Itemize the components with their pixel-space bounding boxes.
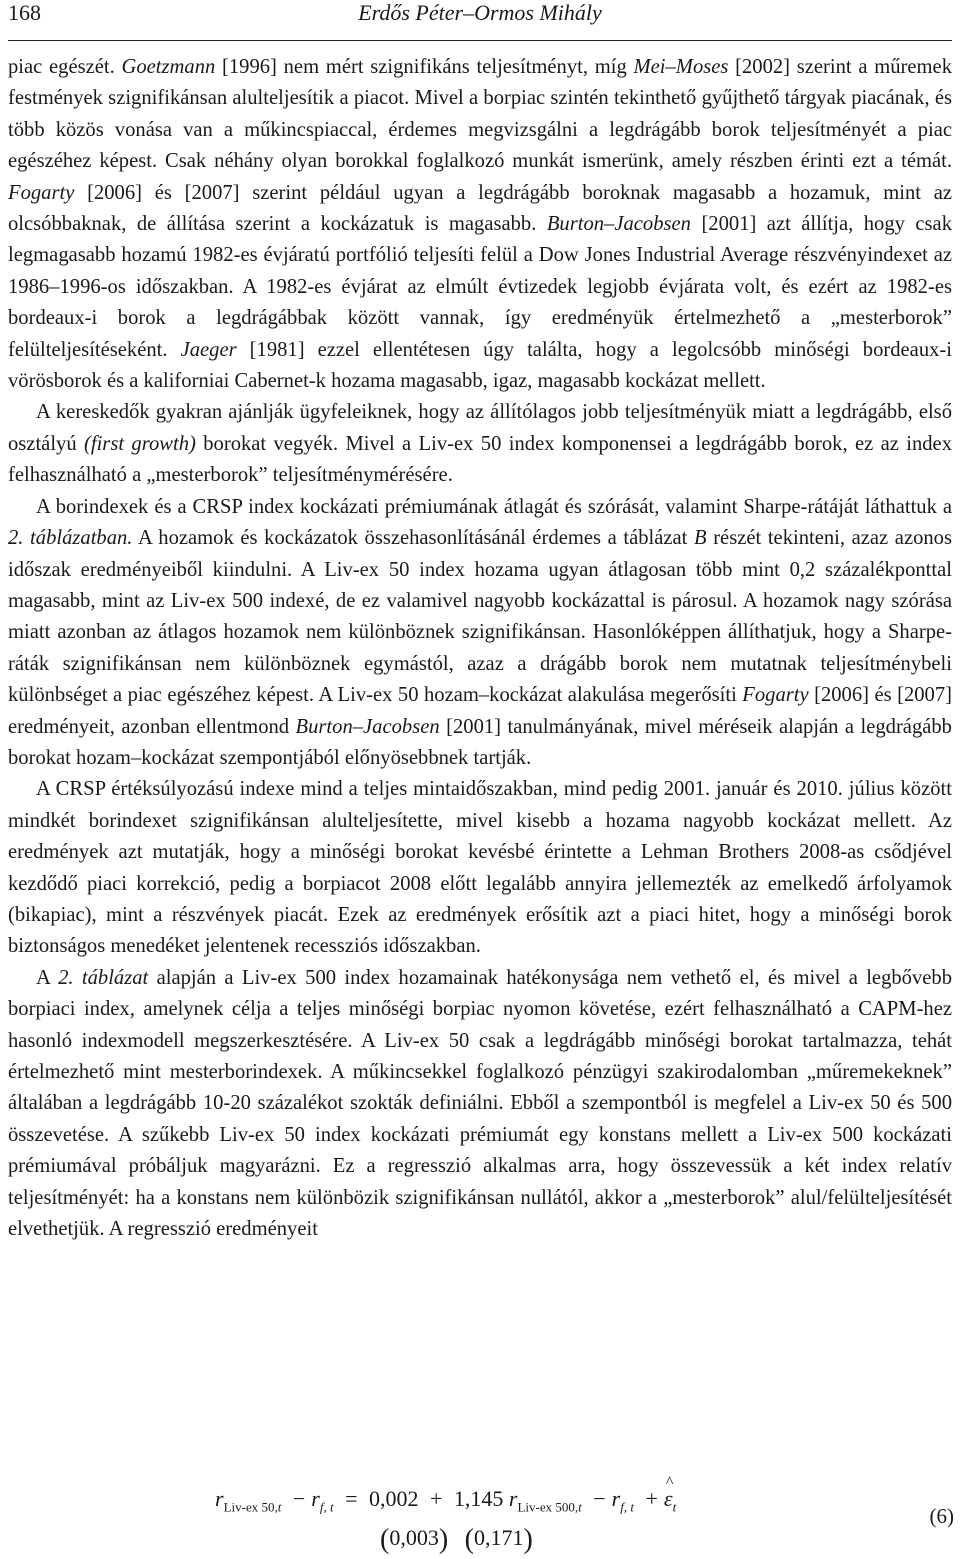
text-run: A hozamok és kockázatok összehasonlításánál érdemes a táblázat: [132, 527, 694, 550]
text-run: [1981] ezzel ellentétesen úgy találta, hogy a legolcsóbb minőségi bordeaux-i vörösborok és a kaliforniai Cabernet-k hozama magasabb, igaz, magasabb kockázat mellett.: [8, 338, 952, 393]
beta-estimate: 1,145: [453, 1486, 504, 1511]
equation-line: $r_{Liv-ex 50,t} - r_{f, t} = 0,002 + 1,145$ $r_{Liv-ex 500,t} - r_{f, t}$ +^ $\varepsilon_t$: [215, 1486, 676, 1515]
paragraph: [8, 492, 952, 775]
paragraph: [8, 774, 952, 962]
running-title: Erdős Péter–Ormos Mihály: [358, 0, 602, 25]
italic-text: 2. táblázat: [58, 966, 149, 989]
italic-text: 2. táblázatban.: [8, 527, 133, 550]
text-run: [2006] és [2007] eredményeit, azonban ellentmond: [8, 684, 952, 738]
page-number: 168: [8, 0, 41, 25]
text-run: [2006] és [2007] szerint például ugyan a legdrágább boroknak magasabb a hozamuk, mint az olcsóbbaknak, de állítása szerint a kockázatuk is magasabb.: [8, 181, 952, 236]
equation-number: (6): [929, 1504, 954, 1528]
italic-text: Burton–Jacobsen: [546, 213, 691, 236]
epsilon-hat: ^ ε: [664, 1486, 673, 1512]
standard-errors: (0,003) (0,171): [380, 1524, 533, 1555]
body-text: [8, 52, 952, 1245]
italic-text: Fogarty: [742, 684, 809, 707]
italic-text: B: [694, 527, 707, 550]
text-run: borokat vegyék. Mivel a Liv-ex 50 index komponensei a legdrágább borok, ez az index felhasználható a „mesterborok” teljesítménymérésére.: [8, 432, 952, 487]
text-run: A: [36, 966, 59, 989]
paragraph: [8, 397, 952, 491]
italic-text: (first growth): [84, 432, 196, 455]
text-run: [2001] tanulmányának, mivel méréseik alapján a legdrágább borokat hozam–kockázat szempontjából előnyösebbnek tartják.: [8, 715, 952, 769]
paragraph: [8, 52, 952, 397]
text-run: részét tekinteni, azaz azonos időszak eredményeiből kiindulni. A Liv-ex 50 index hozama ugyan átlagosan több mint 0,2 százalékponttal magasabb, mint az Liv-ex 500 indexé, de ez valamivel nagyobb kockázattal is párosul. A hozamok nagy szórása miatt azonban az átlagos hozamok nem különböznek szignifikánsan. Hasonlóképpen állíthatjuk, hogy a Sharpe-ráták szignifikánsan nem különböznek egymástól, azaz a drágább borok nem mutatnak teljesítménybeli különbséget a piac egészéhez képest. A Liv-ex 50 hozam–kockázat alakulása megerősíti: [8, 527, 952, 707]
text-run: piac egészét.: [8, 56, 122, 78]
beta-se: 0,171: [473, 1525, 524, 1550]
text-run: [2002] szerint a műremek festmények szignifikánsan alulteljesítik a piacot. Mivel a borpiac szintén tekinthető gyűjthető tárgyak piacának, és több közös vonása van a műkincspiaccal, érdemes megvizsgálni a legdrágább borok teljesítményét a piac egészéhez képest. Csak néhány olyan borokkal foglalkozó munkát ismerünk, amely részben érinti ezt a témát.: [8, 56, 952, 173]
text-run: A borindexek és a CRSP index kockázati prémiumának átlagát és szórását, valamint Sharpe-rátáját láthattuk a: [36, 495, 952, 518]
text-run: [1996] nem mért szignifikáns teljesítményt, míg: [215, 56, 634, 78]
page-header: [8, 0, 952, 41]
text-run: [2001] azt állítja, hogy csak legmagasabb hozamú 1982-es évjáratú portfólió teljesíti felül a Dow Jones Industrial Average részvényindexet az 1986–1996-os időszakban. A 1982-es évjárat az elmúlt évtizedek legjobb évjárata volt, és ezért az 1982-es bordeaux-i borok a legdrágábbak között vannak, így eredményük értelmezhető a „mesterborok” felülteljesítéseként.: [8, 213, 952, 361]
italic-text: Jaeger: [180, 338, 237, 361]
constant-estimate: 0,002: [368, 1486, 419, 1511]
italic-text: Fogarty: [8, 181, 75, 204]
text-run: alapján a Liv-ex 500 index hozamainak hatékonysága nem vethető el, és mivel a legbővebb borpiaci index, amelynek célja a teljes minőségi borpiac nyomon követése, ezért felhasználható a CAPM-hez hasonló indexmodell megszerkesztésére. A Liv-ex 50 csak a legdrágább minőségi borokat tartalmazza, tehát értelmezhető mint mesterborindexek. A műkincsekkel foglalkozó pénzügyi szakirodalomban „műremekeknek” általában a legdrágább 10-20 százalékot szokták definiálni. Ebből a szempontból is megfelel a Liv-ex 50 és 500 összevetése. A szűkebb Liv-ex 50 index kockázati prémiumát egy konstans mellett a Liv-ex 500 kockázati prémiumával próbáljuk magyarázni. Ez a regresszió alkalmas arra, hogy összevessük a két index relatív teljesítményét: ha a konstans nem különbözik szignifikánsan nullától, akkor a „mesterborok” alul/felülteljesítését elvethetjük. A regresszió eredményeit: [8, 966, 952, 1241]
italic-text: Mei–Moses: [633, 56, 729, 78]
italic-text: Goetzmann: [121, 56, 216, 78]
text-run: A CRSP értéksúlyozású indexe mind a teljes mintaidőszakban, mind pedig 2001. január és 2010. július között mindkét borindexet szignifikánsan alulteljesítette, mivel kisebb a hozama nagyobb kockázat mellett. Az eredmények azt mutatják, hogy a minőségi borokat kevésbé érintette a Lehman Brothers 2008-as csődjével kezdődő piaci korrekció, pedig a borpiacot 2008 előtt legalább annyira jellemezték az emelkedő árfolyamok (bikapiac), mint a részvények piacát. Ezek az eredmények erősítik azt a piaci hitet, hogy a minőségi borok biztonságos menedéket jelentenek recessziós időszakban.: [8, 778, 952, 958]
regression-equation: [0, 1484, 960, 1559]
paragraph: [8, 963, 952, 1246]
constant-se: 0,003: [389, 1525, 439, 1550]
italic-text: Burton–Jacobsen: [295, 715, 440, 738]
text-run: A kereskedők gyakran ajánlják ügyfeleiknek, hogy az állítólagos jobb teljesítményük miatt a legdrágább, első osztályú: [8, 401, 952, 455]
